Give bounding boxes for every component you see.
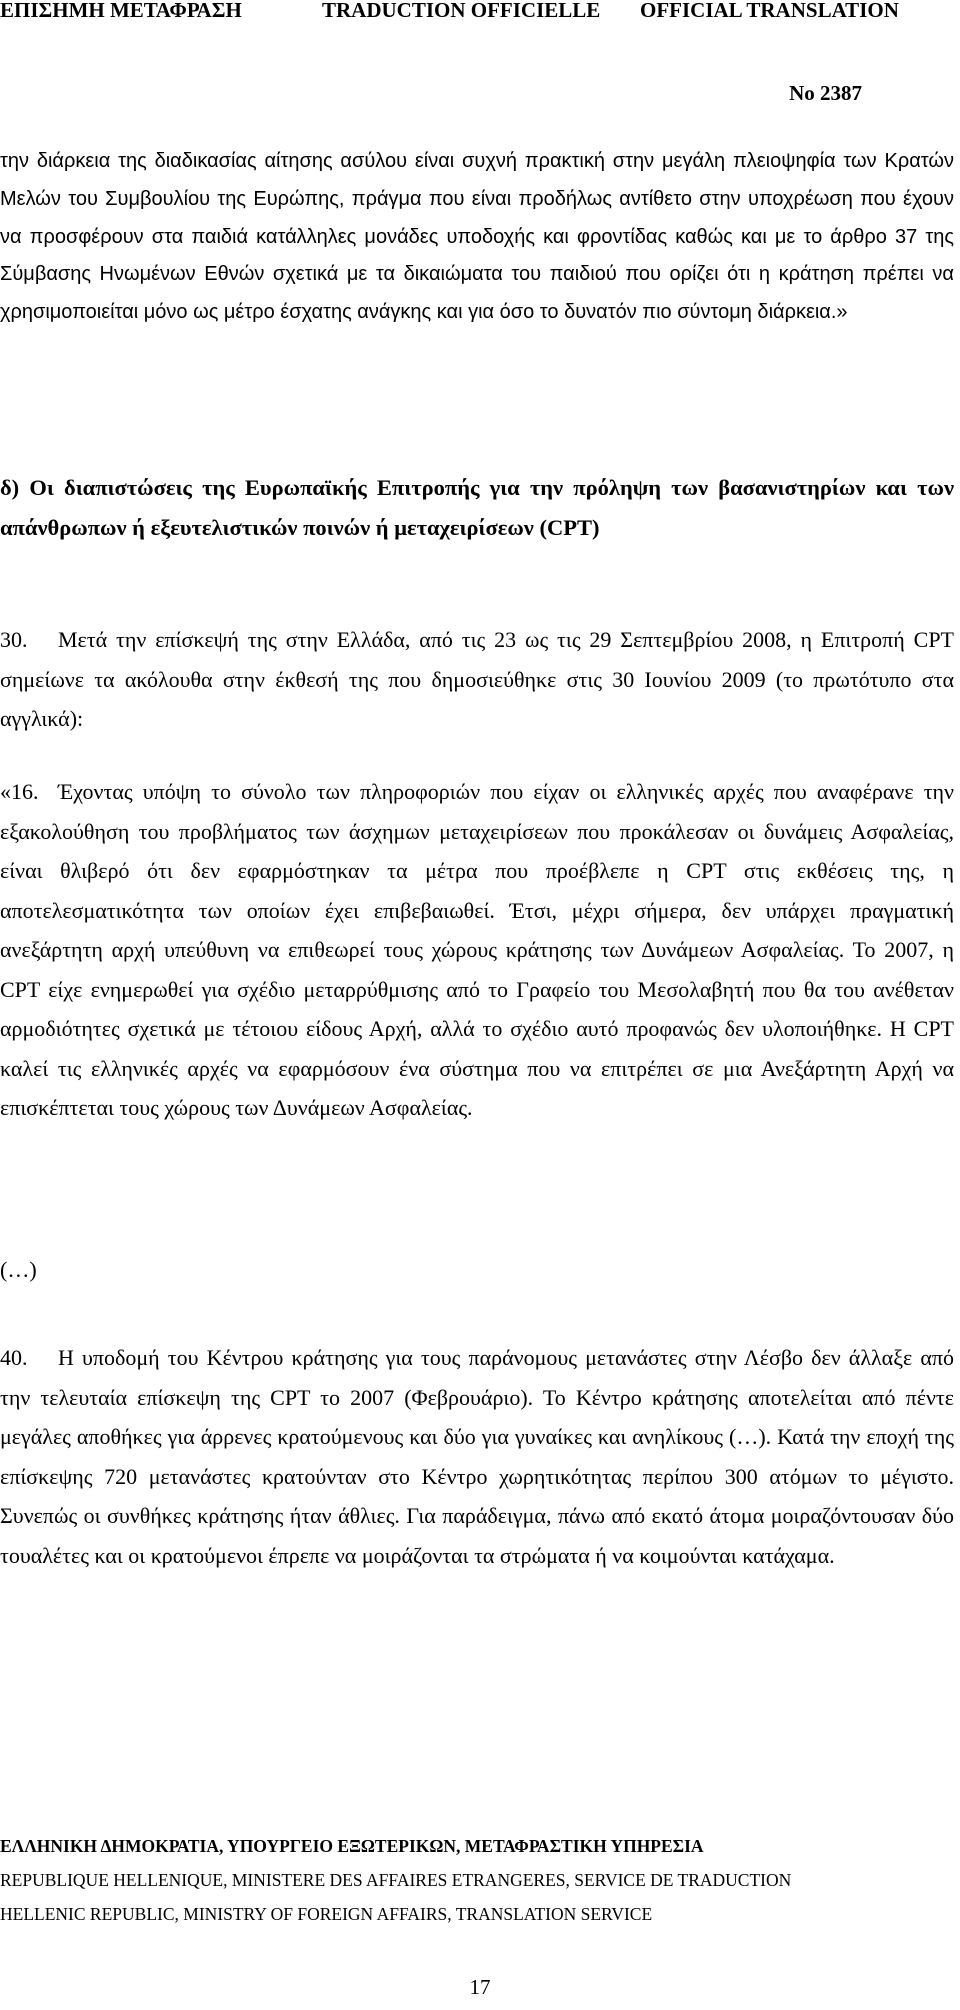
ellipsis-line: (…) xyxy=(0,1257,37,1282)
paragraph-number: «16. xyxy=(0,779,39,804)
page-header xyxy=(0,0,960,20)
paragraph-16-quote xyxy=(0,772,954,1128)
paragraph-number: 30. xyxy=(0,627,28,652)
document-number: No 2387 xyxy=(789,81,862,105)
paragraph-continuation: την διάρκεια της διαδικασίας αίτησης ασύλου είναι συχνή πρακτική στην μεγάλη πλειοψηφία των Κρατών Μελών του Συμβουλίου της Ευρώπης, πράγμα που είναι προδήλως αντίθετο στην υποχρέωση που έχουν να προσφέρουν στα παιδιά κατάλληλες μονάδες υποδοχής και φροντίδας καθώς και με το άρθρο 37 της Σύμβασης Ηνωμένων Εθνών σχετικά με τα δικαιώματα του παιδιού που ορίζει ότι η κράτηση πρέπει να χρησιμοποιείται μόνο ως μέτρο έσχατης ανάγκης και για όσο το δυνατόν πιο σύντομη διάρκεια.» xyxy=(0,150,954,324)
paragraph-text: Μετά την επίσκεψή της στην Ελλάδα, από τις 23 ως τις 29 Σεπτεμβρίου 2008, η Επιτροπή CPT σημείωνε τα ακόλουθα στην έκθεσή της που δημοσιεύθηκε στις 30 Ιουνίου 2009 (το πρωτότυπο στα αγγλικά): xyxy=(0,627,954,731)
paragraph-30 xyxy=(0,620,954,739)
header-french: TRADUCTION OFFICIELLE xyxy=(322,0,601,22)
header-english: OFFICIAL TRANSLATION xyxy=(640,0,899,22)
footer-english: HELLENIC REPUBLIC, MINISTRY OF FOREIGN AFFAIRS, TRANSLATION SERVICE xyxy=(0,1904,653,1924)
section-heading-d: δ) Οι διαπιστώσεις της Ευρωπαϊκής Επιτροπής για την πρόληψη των βασανιστηρίων και των απάνθρωπων ή εξευτελιστικών ποινών ή μεταχειρίσεων (CPT) xyxy=(0,475,954,540)
paragraph-40 xyxy=(0,1338,954,1575)
page-number: 17 xyxy=(469,1975,491,1999)
paragraph-text: Έχοντας υπόψη το σύνολο των πληροφοριών που είχαν οι ελληνικές αρχές που αναφέρανε την εξακολούθηση του προβλήματος των άσχημων μεταχειρίσεων που προκάλεσαν οι δυνάμεις Ασφαλείας, είναι θλιβερό ότι δεν εφαρμόστηκαν τα μέτρα που προέβλεπε η CPT στις εκθέσεις της, η αποτελεσματικότητα των οποίων έχει επιβεβαιωθεί. Έτσι, μέχρι σήμερα, δεν υπάρχει πραγματική ανεξάρτητη αρχή υπεύθυνη να επιθεωρεί τους χώρους κράτησης των Δυνάμεων Ασφαλείας. Το 2007, η CPT είχε ενημερωθεί για σχέδιο μεταρρύθμισης από το Γραφείο του Μεσολαβητή που θα του ανέθεταν αρμοδιότητες σχετικά με τέτοιου είδους Αρχή, αλλά το σχέδιο αυτό προφανώς δεν υλοποιήθηκε. Η CPT καλεί τις ελληνικές αρχές να εφαρμόσουν ένα σύστημα που να επιτρέπει σε μια Ανεξάρτητη Αρχή να επισκέπτεται τους χώρους των Δυνάμεων Ασφαλείας. xyxy=(0,779,954,1120)
paragraph-text: Η υποδομή του Κέντρου κράτησης για τους παράνομους μετανάστες στην Λέσβο δεν άλλαξε από την τελευταία επίσκεψη της CPT το 2007 (Φεβρουάριο). Το Κέντρο κράτησης αποτελείται από πέντε μεγάλες αποθήκες για άρρενες κρατούμενους και δύο για γυναίκες και ανηλίκους (…). Κατά την εποχή της επίσκεψης 720 μετανάστες κρατούνταν στο Κέντρο χωρητικότητας περίπου 300 ατόμων το μέγιστο. Συνεπώς οι συνθήκες κράτησης ήταν άθλιες. Για παράδειγμα, πάνω από εκατό άτομα μοιραζόντουσαν δύο τουαλέτες και οι κρατούμενοι έπρεπε να μοιράζονται τα στρώματα ή να κοιμούνται κατάχαμα. xyxy=(0,1345,954,1568)
footer-greek: ΕΛΛΗΝΙΚΗ ΔΗΜΟΚΡΑΤΙΑ, ΥΠΟΥΡΓΕΙΟ ΕΞΩΤΕΡΙΚΩΝ, ΜΕΤΑΦΡΑΣΤΙΚΗ ΥΠΗΡΕΣΙΑ xyxy=(0,1836,704,1856)
footer-french: REPUBLIQUE HELLENIQUE, MINISTERE DES AFFAIRES ETRANGERES, SERVICE DE TRADUCTION xyxy=(0,1870,792,1890)
paragraph-number: 40. xyxy=(0,1345,28,1370)
header-greek: ΕΠΙΣΗΜΗ ΜΕΤΑΦΡΑΣΗ xyxy=(0,0,242,22)
